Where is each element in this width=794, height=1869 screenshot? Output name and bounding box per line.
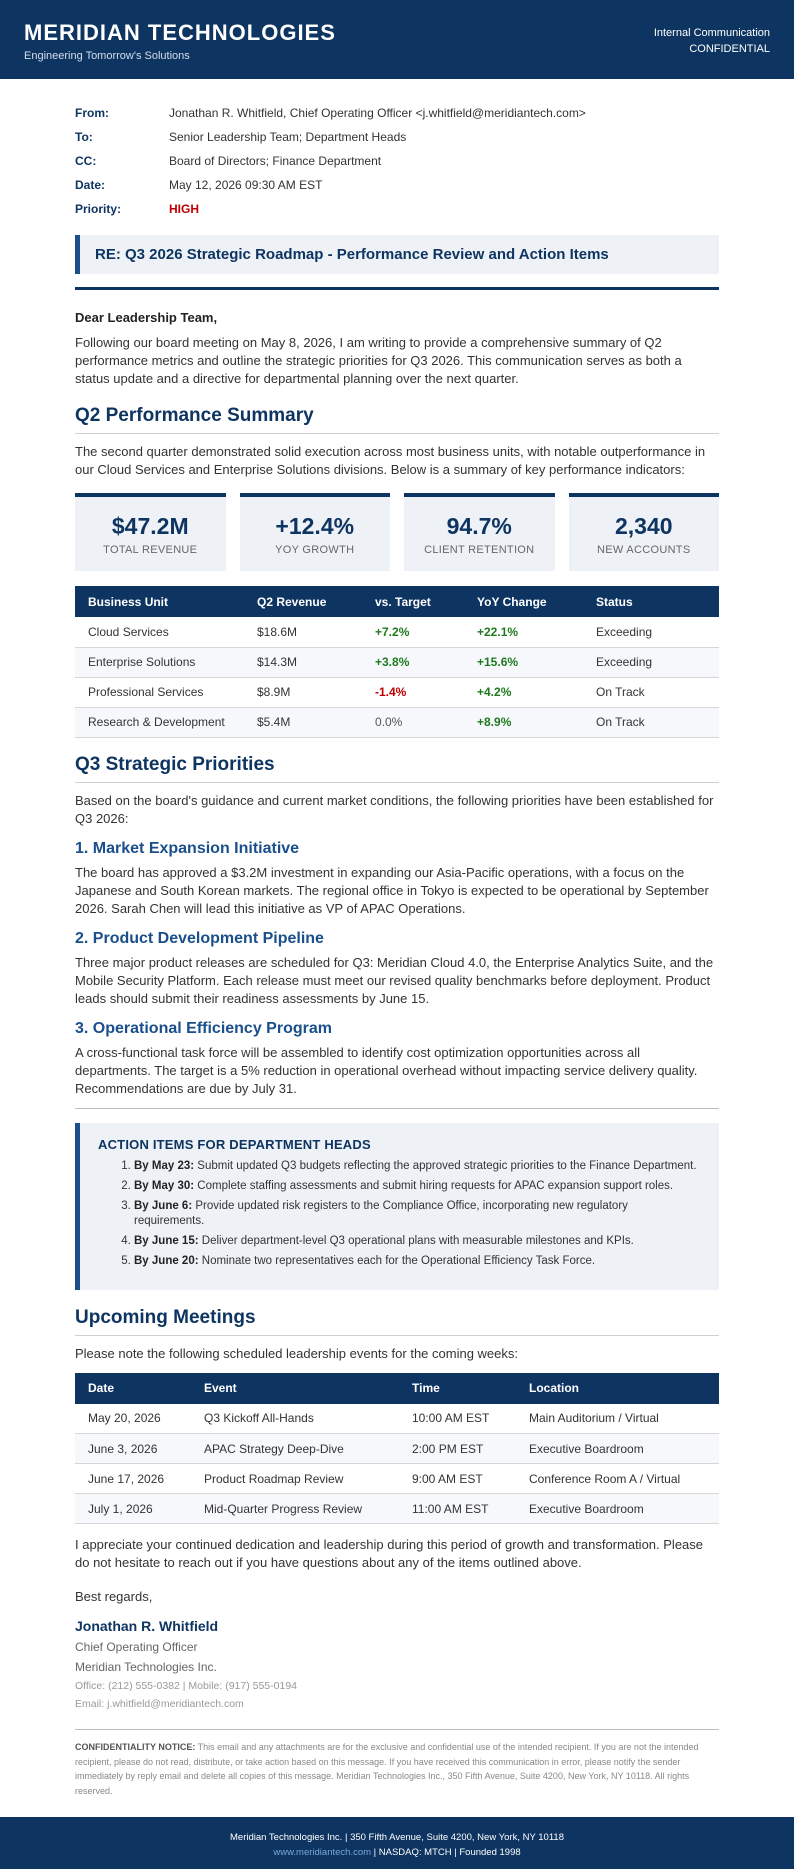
kpi-label: CLIENT RETENTION bbox=[424, 544, 535, 556]
confidentiality-notice bbox=[75, 1729, 719, 1798]
cell-unit: Enterprise Solutions bbox=[75, 647, 244, 677]
company-name: MERIDIAN TECHNOLOGIES bbox=[24, 20, 336, 45]
kpi-card bbox=[404, 493, 555, 571]
signature-email[interactable]: Email: j.whitfield@meridiantech.com bbox=[75, 1698, 244, 1710]
footer-info: | NASDAQ: MTCH | Founded 1998 bbox=[371, 1847, 521, 1858]
header-classification bbox=[654, 25, 770, 57]
cell-time: 10:00 AM EST bbox=[399, 1404, 516, 1434]
company-tagline: Engineering Tomorrow's Solutions bbox=[24, 50, 190, 62]
action-text: Complete staffing assessments and submit hiring requests for APAC expansion support roles. bbox=[194, 1179, 674, 1192]
cell-yoy: +15.6% bbox=[464, 647, 583, 677]
meta-priority-label: Priority: bbox=[75, 202, 122, 216]
cell-time: 2:00 PM EST bbox=[399, 1434, 516, 1464]
cell-date: June 3, 2026 bbox=[75, 1434, 191, 1464]
meta-date-label: Date: bbox=[75, 178, 106, 192]
closing-paragraph: I appreciate your continued dedication and leadership during this period of growth and transformation. Please do not hesitate to reach out if you have questions about any of the items outlined above. bbox=[75, 1537, 704, 1570]
cell-location: Executive Boardroom bbox=[516, 1434, 719, 1464]
action-deadline: By May 23: bbox=[134, 1159, 195, 1172]
table-row bbox=[75, 617, 719, 647]
cell-event: Q3 Kickoff All-Hands bbox=[191, 1404, 399, 1434]
kpi-cards bbox=[75, 493, 719, 571]
action-item bbox=[134, 1159, 699, 1174]
email-header bbox=[0, 0, 794, 79]
email-meta bbox=[75, 101, 719, 221]
kpi-card bbox=[75, 493, 226, 571]
signature-phones: Office: (212) 555-0382 | Mobile: (917) 555-0194 bbox=[75, 1680, 298, 1692]
table-row bbox=[75, 677, 719, 707]
meetings-intro: Please note the following scheduled leadership events for the coming weeks: bbox=[75, 1345, 518, 1361]
meta-priority bbox=[75, 197, 719, 221]
kpi-value: $47.2M bbox=[111, 513, 189, 539]
kpi-value: +12.4% bbox=[275, 513, 355, 539]
signature-block bbox=[75, 1588, 719, 1710]
meta-to-value: Senior Leadership Team; Department Heads bbox=[169, 130, 407, 144]
kpi-card bbox=[240, 493, 391, 571]
kpi-value: 94.7% bbox=[446, 513, 512, 539]
cell-time: 9:00 AM EST bbox=[399, 1464, 516, 1494]
cell-unit: Professional Services bbox=[75, 677, 244, 707]
signature-company: Meridian Technologies Inc. bbox=[75, 1660, 217, 1674]
cell-location: Conference Room A / Virtual bbox=[516, 1464, 719, 1494]
meta-cc bbox=[75, 149, 719, 173]
column-header: Q2 Revenue bbox=[244, 586, 362, 617]
column-header: Event bbox=[191, 1373, 399, 1404]
table-row bbox=[75, 1404, 719, 1434]
cell-vs-target: +3.8% bbox=[362, 647, 464, 677]
footer-address: Meridian Technologies Inc. | 350 Fifth Avenue, Suite 4200, New York, NY 10118 bbox=[230, 1832, 564, 1843]
kpi-label: TOTAL REVENUE bbox=[103, 544, 198, 556]
notice-label: CONFIDENTIALITY NOTICE: bbox=[75, 1742, 196, 1752]
table-header-row bbox=[75, 586, 719, 617]
column-header: YoY Change bbox=[464, 586, 583, 617]
action-deadline: By June 15: bbox=[134, 1234, 199, 1247]
meetings-heading: Upcoming Meetings bbox=[75, 1307, 719, 1336]
cell-vs-target: +7.2% bbox=[362, 617, 464, 647]
cell-revenue: $5.4M bbox=[244, 707, 362, 737]
cell-yoy: +8.9% bbox=[464, 707, 583, 737]
cell-date: May 20, 2026 bbox=[75, 1404, 191, 1434]
meta-date-value: May 12, 2026 09:30 AM EST bbox=[169, 178, 323, 192]
action-item bbox=[134, 1234, 699, 1249]
meetings-table bbox=[75, 1373, 719, 1525]
priority-text: A cross-functional task force will be assembled to identify cost optimization opportunities across all departments. The target is a 5% reduction in operational overhead without impacting service delivery quality. Recommendations are due by July 31. bbox=[75, 1044, 698, 1096]
cell-date: July 1, 2026 bbox=[75, 1494, 191, 1524]
cell-vs-target: -1.4% bbox=[362, 677, 464, 707]
cell-yoy: +4.2% bbox=[464, 677, 583, 707]
action-item bbox=[134, 1179, 699, 1194]
subject-divider bbox=[75, 287, 719, 290]
cell-revenue: $14.3M bbox=[244, 647, 362, 677]
meta-from bbox=[75, 101, 719, 125]
website-link[interactable]: www.meridiantech.com bbox=[273, 1847, 372, 1858]
confidential-label: CONFIDENTIAL bbox=[689, 43, 770, 55]
signature-name: Jonathan R. Whitfield bbox=[75, 1618, 219, 1634]
cell-revenue: $8.9M bbox=[244, 677, 362, 707]
priority-heading: 2. Product Development Pipeline bbox=[75, 929, 324, 947]
cell-unit: Cloud Services bbox=[75, 617, 244, 647]
cell-location: Main Auditorium / Virtual bbox=[516, 1404, 719, 1434]
section-divider bbox=[75, 1108, 719, 1109]
email-subject: RE: Q3 2026 Strategic Roadmap - Performance Review and Action Items bbox=[75, 235, 719, 274]
action-items-title: ACTION ITEMS FOR DEPARTMENT HEADS bbox=[98, 1136, 371, 1152]
q2-intro: The second quarter demonstrated solid execution across most business units, with notable outperformance in our Cloud Services and Enterprise Solutions divisions. Below is a summary of key performance indicators: bbox=[75, 444, 706, 477]
internal-label: Internal Communication bbox=[653, 27, 770, 39]
column-header: Business Unit bbox=[75, 586, 244, 617]
column-header: Date bbox=[75, 1373, 191, 1404]
cell-location: Executive Boardroom bbox=[516, 1494, 719, 1524]
cell-yoy: +22.1% bbox=[464, 617, 583, 647]
table-row bbox=[75, 1464, 719, 1494]
cell-unit: Research & Development bbox=[75, 707, 244, 737]
meta-to-label: To: bbox=[75, 130, 93, 144]
table-row bbox=[75, 707, 719, 737]
kpi-label: YOY GROWTH bbox=[275, 544, 355, 556]
table-row bbox=[75, 647, 719, 677]
priority-heading: 1. Market Expansion Initiative bbox=[75, 839, 300, 857]
kpi-value: 2,340 bbox=[614, 513, 673, 539]
column-header: Status bbox=[583, 586, 719, 617]
greeting: Dear Leadership Team, bbox=[75, 310, 218, 325]
action-text: Submit updated Q3 budgets reflecting the approved strategic priorities to the Finance Department. bbox=[194, 1159, 697, 1172]
meta-cc-label: CC: bbox=[75, 154, 97, 168]
email-footer bbox=[0, 1817, 794, 1869]
email-body bbox=[0, 79, 794, 1798]
cell-status: On Track bbox=[583, 677, 719, 707]
action-items-list bbox=[98, 1159, 699, 1269]
cell-status: On Track bbox=[583, 707, 719, 737]
column-header: Location bbox=[516, 1373, 719, 1404]
sign-off: Best regards, bbox=[75, 1589, 153, 1604]
priority-text: The board has approved a $3.2M investment in expanding our Asia-Pacific operations, with a focus on the Japanese and South Korean markets. The regional office in Tokyo is expected to be operational by September 2026. Sarah Chen will lead this initiative as VP of APAC Operations. bbox=[75, 864, 709, 916]
cell-event: APAC Strategy Deep-Dive bbox=[191, 1434, 399, 1464]
footer-links bbox=[0, 1845, 794, 1860]
action-deadline: By June 20: bbox=[134, 1254, 199, 1267]
meta-to bbox=[75, 125, 719, 149]
cell-revenue: $18.6M bbox=[244, 617, 362, 647]
cell-date: June 17, 2026 bbox=[75, 1464, 191, 1494]
meta-from-label: From: bbox=[75, 106, 109, 120]
meta-date bbox=[75, 173, 719, 197]
cell-event: Mid-Quarter Progress Review bbox=[191, 1494, 399, 1524]
action-items-box bbox=[75, 1123, 719, 1290]
priority-heading: 3. Operational Efficiency Program bbox=[75, 1019, 332, 1037]
action-deadline: By May 30: bbox=[134, 1179, 195, 1192]
action-item bbox=[134, 1199, 699, 1229]
q3-heading: Q3 Strategic Priorities bbox=[75, 754, 719, 783]
column-header: vs. Target bbox=[362, 586, 464, 617]
column-header: Time bbox=[399, 1373, 516, 1404]
table-header-row bbox=[75, 1373, 719, 1404]
q3-intro: Based on the board's guidance and current market conditions, the following priorities have been established for Q3 2026: bbox=[75, 792, 714, 826]
q2-heading: Q2 Performance Summary bbox=[75, 405, 719, 434]
cell-status: Exceeding bbox=[583, 617, 719, 647]
meta-from-value[interactable]: Jonathan R. Whitfield, Chief Operating Officer <j.whitfield@meridiantech.com> bbox=[169, 106, 586, 120]
performance-table bbox=[75, 586, 719, 738]
table-row bbox=[75, 1434, 719, 1464]
cell-vs-target: 0.0% bbox=[362, 707, 464, 737]
action-text: Provide updated risk registers to the Compliance Office, incorporating new regulatory requirements. bbox=[134, 1199, 628, 1227]
action-text: Nominate two representatives each for the Operational Efficiency Task Force. bbox=[198, 1254, 596, 1267]
kpi-card bbox=[569, 493, 720, 571]
cell-status: Exceeding bbox=[583, 647, 719, 677]
kpi-label: NEW ACCOUNTS bbox=[597, 544, 691, 556]
action-deadline: By June 6: bbox=[134, 1199, 193, 1212]
signature-title: Chief Operating Officer bbox=[75, 1640, 198, 1654]
meta-cc-value: Board of Directors; Finance Department bbox=[169, 154, 382, 168]
cell-event: Product Roadmap Review bbox=[191, 1464, 399, 1494]
table-row bbox=[75, 1494, 719, 1524]
priority-badge: HIGH bbox=[169, 202, 199, 216]
intro-paragraph: Following our board meeting on May 8, 2026, I am writing to provide a comprehensive summary of Q2 performance metrics and outline the strategic priorities for Q3 2026. This communication serves as both a status update and a directive for departmental planning over the next quarter. bbox=[75, 335, 682, 386]
action-item bbox=[134, 1254, 699, 1269]
notice-text: This email and any attachments are for the exclusive and confidential use of the intended recipient. If you are not the intended recipient, please do not read, distribute, or take action based on this message. If you have received this communication in error, please notify the sender immediately by reply email and delete all copies of this message. Meridian Technologies Inc., 350 Fifth Avenue, Suite 4200, New York, NY 10118. All rights reserved. bbox=[75, 1742, 699, 1796]
cell-time: 11:00 AM EST bbox=[399, 1494, 516, 1524]
priority-text: Three major product releases are scheduled for Q3: Meridian Cloud 4.0, the Enterprise Analytics Suite, and the Mobile Security Platform. Each release must meet our revised quality benchmarks before deployment. Product leads should submit their readiness assessments by June 15. bbox=[75, 954, 714, 1006]
action-text: Deliver department-level Q3 operational plans with measurable milestones and KPIs. bbox=[198, 1234, 634, 1247]
